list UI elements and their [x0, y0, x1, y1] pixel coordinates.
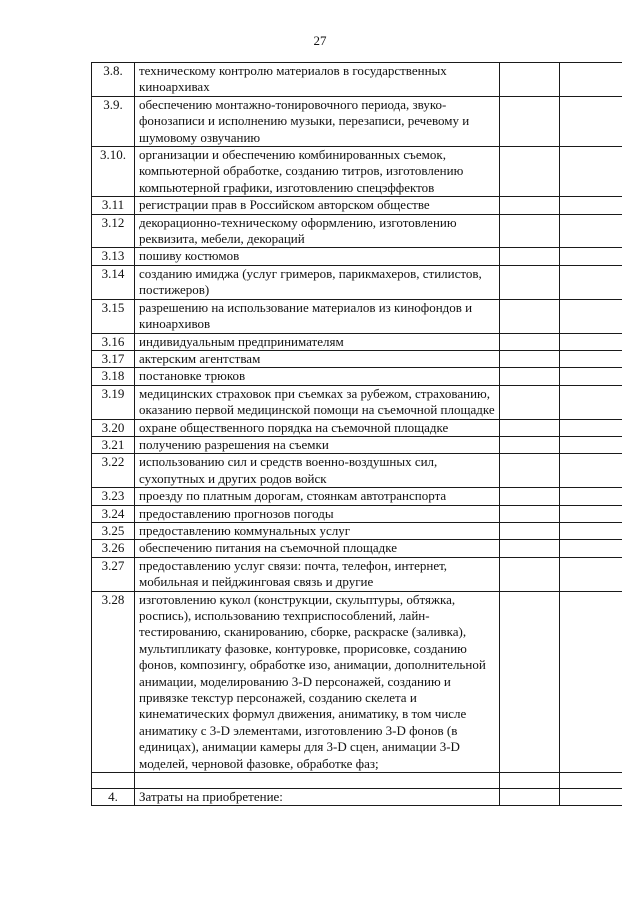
empty-cell	[560, 591, 624, 772]
empty-cell	[500, 214, 560, 248]
row-description: декорационно-техническому оформлению, изготовлению реквизита, мебели, декораций	[135, 214, 500, 248]
empty-cell	[560, 540, 624, 557]
table-row	[92, 540, 624, 557]
table-row	[92, 591, 624, 772]
row-description: проезду по платным дорогам, стоянкам автотранспорта	[135, 488, 500, 505]
cost-items-table	[91, 62, 624, 806]
table-row	[92, 333, 624, 350]
row-number: 3.21	[92, 436, 135, 453]
row-number: 3.23	[92, 488, 135, 505]
row-description: разрешению на использование материалов из кинофондов и киноархивов	[135, 299, 500, 333]
row-number: 3.9.	[92, 96, 135, 146]
row-description: Затраты на приобретение:	[135, 789, 500, 806]
row-description: регистрации прав в Российском авторском обществе	[135, 197, 500, 214]
empty-cell	[500, 368, 560, 385]
empty-cell	[500, 385, 560, 419]
table-row	[92, 522, 624, 539]
row-description: обеспечению монтажно-тонировочного периода, звуко-фонозаписи и исполнению музыки, перезаписи, речевому и шумовому озвучанию	[135, 96, 500, 146]
row-description: постановке трюков	[135, 368, 500, 385]
row-description: предоставлению коммунальных услуг	[135, 522, 500, 539]
row-number: 3.22	[92, 454, 135, 488]
empty-cell	[500, 557, 560, 591]
row-description: медицинских страховок при съемках за рубежом, страхованию, оказанию первой медицинской помощи на съемочной площадке	[135, 385, 500, 419]
empty-cell	[560, 63, 624, 97]
row-description: организации и обеспечению комбинированных съемок, компьютерной обработке, созданию титров, изготовлению компьютерной графики, изготовлению спецэффектов	[135, 147, 500, 197]
table-row	[92, 197, 624, 214]
row-number: 3.26	[92, 540, 135, 557]
empty-cell	[560, 248, 624, 265]
row-number: 3.18	[92, 368, 135, 385]
empty-cell	[500, 299, 560, 333]
row-number: 3.20	[92, 419, 135, 436]
table-row	[92, 436, 624, 453]
row-number: 3.11	[92, 197, 135, 214]
empty-cell	[560, 773, 624, 789]
table-row	[92, 368, 624, 385]
empty-cell	[560, 505, 624, 522]
empty-cell	[560, 197, 624, 214]
table-row	[92, 557, 624, 591]
empty-cell	[500, 454, 560, 488]
empty-cell	[500, 505, 560, 522]
row-number: 3.25	[92, 522, 135, 539]
page-number: 27	[313, 33, 327, 48]
row-description: обеспечению питания на съемочной площадке	[135, 540, 500, 557]
empty-cell	[500, 96, 560, 146]
row-description: пошиву костюмов	[135, 248, 500, 265]
empty-cell	[500, 540, 560, 557]
table-row	[92, 419, 624, 436]
empty-cell	[560, 333, 624, 350]
table-row	[92, 789, 624, 806]
page-edge-mask	[622, 0, 640, 905]
row-number: 3.13	[92, 248, 135, 265]
row-number: 3.19	[92, 385, 135, 419]
row-number: 3.27	[92, 557, 135, 591]
empty-cell	[500, 522, 560, 539]
empty-cell	[560, 368, 624, 385]
row-description: актерским агентствам	[135, 350, 500, 367]
row-description: изготовлению кукол (конструкции, скульптуры, обтяжка, роспись), использованию техприспособлений, лайн-тестированию, сканированию, сборке, раскраске (заливка), мультипликату фазовке, контуровке, прорисовке, созданию фонов, композингу, обработке изо, анимации, дополнительной анимации, моделированию 3-D персонажей, созданию и привязке текстур персонажей, созданию скелета и кинематических формул движения, аниматику, в том числе аниматику с 3-D элементами, изготовлению 3-D фонов (в единицах), анимации камеры для 3-D сцен, анимации 3-D моделей, черновой фазовке, обработке фаз;	[135, 591, 500, 772]
empty-cell	[500, 63, 560, 97]
empty-cell	[500, 147, 560, 197]
table-row	[92, 299, 624, 333]
row-number: 3.17	[92, 350, 135, 367]
empty-cell	[560, 214, 624, 248]
empty-cell	[560, 147, 624, 197]
row-number: 3.15	[92, 299, 135, 333]
empty-cell	[500, 248, 560, 265]
table-row	[92, 454, 624, 488]
table-row	[92, 505, 624, 522]
empty-cell	[560, 436, 624, 453]
table-row	[92, 63, 624, 97]
row-number: 3.14	[92, 265, 135, 299]
empty-cell	[560, 789, 624, 806]
empty-cell	[560, 350, 624, 367]
row-description: созданию имиджа (услуг гримеров, парикмахеров, стилистов, постижеров)	[135, 265, 500, 299]
empty-cell	[500, 419, 560, 436]
empty-cell	[560, 522, 624, 539]
row-description: использованию сил и средств военно-воздушных сил, сухопутных и других родов войск	[135, 454, 500, 488]
empty-cell	[560, 454, 624, 488]
empty-cell	[500, 591, 560, 772]
row-number: 3.12	[92, 214, 135, 248]
empty-cell	[560, 488, 624, 505]
row-number	[92, 773, 135, 789]
empty-cell	[500, 488, 560, 505]
row-number: 3.8.	[92, 63, 135, 97]
table-row	[92, 248, 624, 265]
row-number: 3.24	[92, 505, 135, 522]
row-number: 4.	[92, 789, 135, 806]
empty-cell	[500, 773, 560, 789]
row-number: 3.10.	[92, 147, 135, 197]
empty-cell	[500, 789, 560, 806]
empty-cell	[560, 299, 624, 333]
table-row	[92, 214, 624, 248]
row-description: предоставлению услуг связи: почта, телефон, интернет, мобильная и пейджинговая связь и другие	[135, 557, 500, 591]
empty-cell	[560, 265, 624, 299]
table-row	[92, 96, 624, 146]
row-number: 3.16	[92, 333, 135, 350]
empty-cell	[500, 436, 560, 453]
empty-cell	[560, 557, 624, 591]
row-description: предоставлению прогнозов погоды	[135, 505, 500, 522]
table-row	[92, 488, 624, 505]
empty-cell	[500, 333, 560, 350]
row-description: получению разрешения на съемки	[135, 436, 500, 453]
row-description: охране общественного порядка на съемочной площадке	[135, 419, 500, 436]
table-row	[92, 147, 624, 197]
table-row	[92, 350, 624, 367]
empty-cell	[500, 197, 560, 214]
empty-cell	[500, 350, 560, 367]
table-row	[92, 265, 624, 299]
empty-cell	[560, 96, 624, 146]
row-description	[135, 773, 500, 789]
row-description: индивидуальным предпринимателям	[135, 333, 500, 350]
empty-cell	[560, 385, 624, 419]
empty-cell	[560, 419, 624, 436]
row-number: 3.28	[92, 591, 135, 772]
row-description: техническому контролю материалов в государственных киноархивах	[135, 63, 500, 97]
table-row-blank	[92, 773, 624, 789]
table-row	[92, 385, 624, 419]
empty-cell	[500, 265, 560, 299]
